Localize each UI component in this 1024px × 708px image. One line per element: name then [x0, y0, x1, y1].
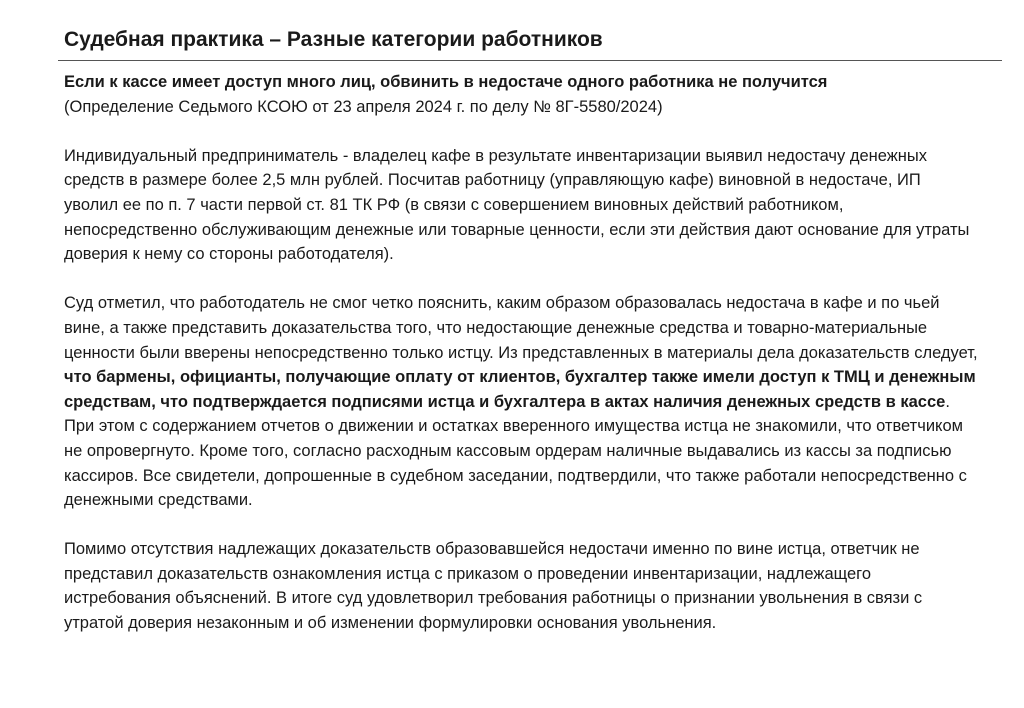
title-divider — [58, 60, 1002, 61]
paragraph-1: Индивидуальный предприниматель - владелец кафе в результате инвентаризации выявил недостачу денежных средств в размере более 2,5 млн рублей. Посчитав работницу (управляющую кафе) виновной в недостаче, ИП уволил ее по п. 7 части первой ст. 81 ТК РФ (в связи с совершением виновных действий работником, непосредственно обслуживающим денежные или товарные ценности, если эти действия дают основание для утраты доверия к нему со стороны работодателя). — [64, 146, 970, 264]
paragraph-2 — [64, 291, 979, 512]
page-title: Судебная практика – Разные категории работников — [64, 28, 603, 51]
paragraph-spacer — [64, 267, 979, 292]
paragraph-2-start: Суд отметил, что работодатель не смог четко пояснить, каким образом образовалась недостача в кафе и по чьей вине, а также представить доказательства того, что недостающие денежные средства и товарно-материальные ценности были вверены непосредственно только истцу. Из представленных в материалы дела доказательств следует, — [64, 294, 978, 362]
paragraph-2-end: . При этом с содержанием отчетов о движении и остатках вверенного имущества истца не знакомили, что ответчиком не опровергнуто. Кроме того, согласно расходным кассовым ордерам наличные выдавались из кассы за подписью кассиров. Все свидетели, допрошенные в судебном заседании, подтвердили, что также работали непосредственно с денежными средствами. — [64, 392, 967, 510]
document-body — [64, 70, 979, 636]
paragraph-spacer — [64, 513, 979, 538]
paragraph-spacer — [64, 119, 979, 144]
paragraph-3: Помимо отсутствия надлежащих доказательств образовавшейся недостачи именно по вине истца, ответчик не представил доказательств ознакомления истца с приказом о проведении инвентаризации, надлежащего истребования объяснений. В итоге суд удовлетворил требования работницы о признании увольнения в связи с утратой доверия незаконным и об изменении формулировки основания увольнения. — [64, 540, 923, 633]
paragraph-2-emphasis: что бармены, официанты, получающие оплату от клиентов, бухгалтер также имели доступ к ТМЦ и денежным средствам, что подтверждается подписями истца и бухгалтера в актах наличия денежных средств в кассе — [64, 368, 976, 411]
case-citation: (Определение Седьмого КСОЮ от 23 апреля 2024 г. по делу № 8Г-5580/2024) — [64, 97, 663, 116]
case-heading: Если к кассе имеет доступ много лиц, обвинить в недостаче одного работника не получится — [64, 73, 828, 91]
